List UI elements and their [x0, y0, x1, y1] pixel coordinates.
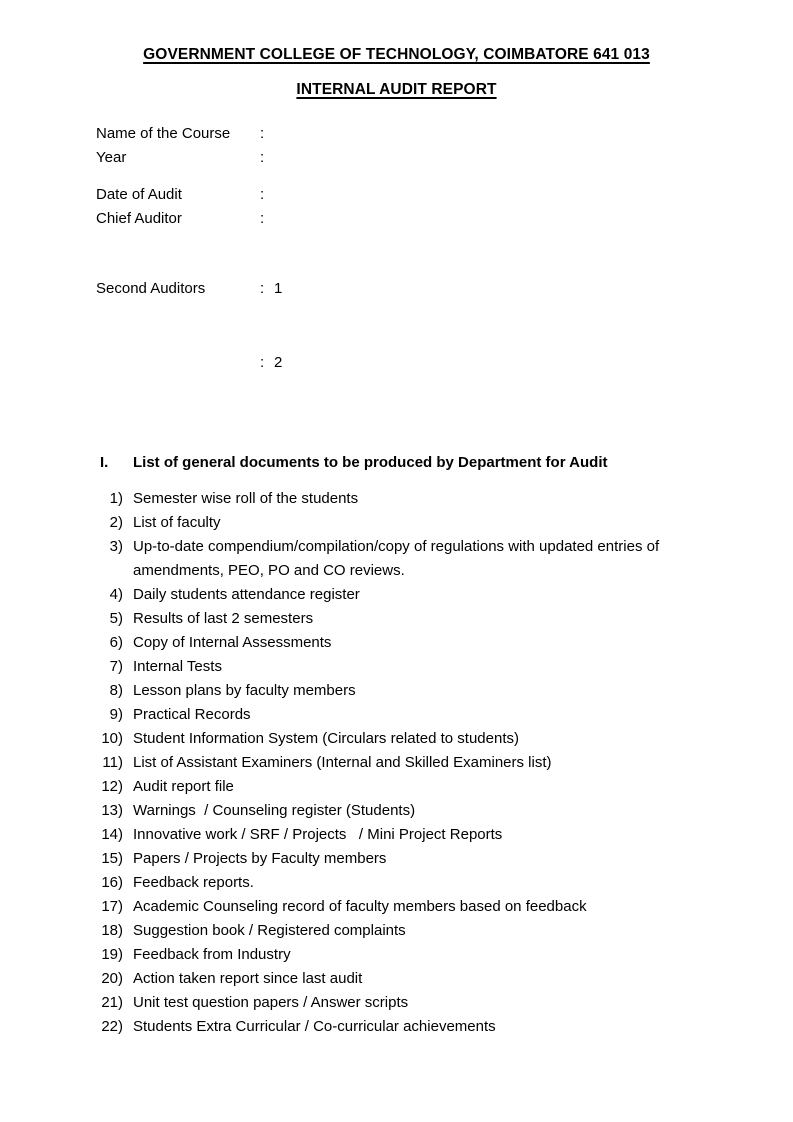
- list-item-text: Practical Records: [133, 706, 251, 723]
- field-row-chief-auditor: [96, 207, 696, 231]
- list-item-text: List of faculty: [133, 514, 221, 531]
- field-label-date-of-audit: Date of Audit: [96, 186, 182, 203]
- list-item: [100, 967, 720, 991]
- list-item-number: 7): [109, 658, 123, 675]
- list-item-text: Academic Counseling record of faculty members based on feedback: [133, 898, 587, 915]
- list-item-number: 5): [109, 610, 123, 627]
- list-item: [100, 871, 720, 895]
- list-item-number: 14): [101, 826, 123, 843]
- field-label-chief-auditor: Chief Auditor: [96, 210, 182, 227]
- list-item: [100, 607, 720, 631]
- document-subtitle-text: INTERNAL AUDIT REPORT: [296, 81, 497, 98]
- list-item-text: Daily students attendance register: [133, 586, 360, 603]
- list-item-text: Feedback reports.: [133, 874, 254, 891]
- field-row-date-of-audit: [96, 183, 696, 207]
- list-item-text: Papers / Projects by Faculty members: [133, 850, 387, 867]
- list-item-number: 1): [109, 490, 123, 507]
- list-item-text: Feedback from Industry: [133, 946, 291, 963]
- list-item-number: 10): [101, 730, 123, 747]
- list-item-text: Innovative work / SRF / Projects / Mini Project Reports: [133, 826, 503, 843]
- list-item: [100, 991, 720, 1015]
- second-auditors-spacer: [96, 301, 696, 351]
- list-item: [100, 631, 720, 655]
- list-item-number: 22): [101, 1018, 123, 1035]
- list-item-number: 8): [109, 682, 123, 699]
- form-spacer: [96, 170, 696, 183]
- field-colon-course: :: [260, 125, 265, 142]
- list-item-text: Copy of Internal Assessments: [133, 634, 332, 651]
- second-auditor-row-1: [96, 277, 696, 301]
- list-item: [100, 679, 720, 703]
- list-item: [100, 655, 720, 679]
- list-item-number: 11): [102, 754, 123, 771]
- list-item-text: Internal Tests: [133, 658, 222, 675]
- document-subtitle: [0, 81, 793, 99]
- field-row-year: [96, 146, 696, 170]
- list-item-text: Lesson plans by faculty members: [133, 682, 356, 699]
- list-item-number: 20): [101, 970, 123, 987]
- list-item: [100, 1015, 720, 1039]
- list-item-number: 3): [109, 538, 123, 555]
- list-item-text: Suggestion book / Registered complaints: [133, 922, 406, 939]
- list-item-text: Unit test question papers / Answer scripts: [133, 994, 409, 1011]
- second-auditor-number-2: 2: [274, 354, 283, 371]
- field-row-course: [96, 122, 696, 146]
- list-item: [100, 703, 720, 727]
- second-auditor-colon-2: :: [260, 354, 265, 371]
- list-item: [100, 943, 720, 967]
- field-colon-date-of-audit: :: [260, 186, 265, 203]
- list-item-text: Warnings / Counseling register (Students): [133, 802, 416, 819]
- second-auditor-row-2: [96, 351, 696, 375]
- second-auditors-label: Second Auditors: [96, 280, 206, 297]
- list-item: [100, 823, 720, 847]
- list-item-text: Students Extra Curricular / Co-curricular achievements: [133, 1018, 496, 1035]
- list-item-number: 17): [101, 898, 123, 915]
- list-item-number: 6): [109, 634, 123, 651]
- second-auditor-colon-1: :: [260, 280, 265, 297]
- list-item: [100, 847, 720, 871]
- list-item-number: 21): [101, 994, 123, 1011]
- list-item: [100, 583, 720, 607]
- section-numeral: I.: [100, 454, 109, 471]
- section-heading: [100, 453, 740, 473]
- list-item-number: 13): [101, 802, 123, 819]
- list-item: [100, 919, 720, 943]
- list-item-number: 2): [109, 514, 123, 531]
- field-colon-chief-auditor: :: [260, 210, 265, 227]
- list-item-text: Action taken report since last audit: [133, 970, 363, 987]
- field-label-course: Name of the Course: [96, 125, 231, 142]
- list-item-number: 16): [101, 874, 123, 891]
- form-fields: [96, 122, 696, 231]
- list-item-text: List of Assistant Examiners (Internal and Skilled Examiners list): [133, 754, 552, 771]
- list-item: [100, 487, 720, 511]
- list-item: [100, 727, 720, 751]
- list-item-text: Up-to-date compendium/compilation/copy of regulations with updated entries of amendments, PEO, PO and CO reviews.: [133, 538, 664, 579]
- second-auditor-number-1: 1: [274, 280, 283, 297]
- list-item: [100, 751, 720, 775]
- list-item: [100, 895, 720, 919]
- list-item-number: 12): [101, 778, 123, 795]
- list-item-number: 15): [101, 850, 123, 867]
- document-title: [0, 46, 793, 64]
- document-title-text: GOVERNMENT COLLEGE OF TECHNOLOGY, COIMBATORE 641 013: [143, 46, 650, 63]
- field-label-year: Year: [96, 149, 127, 166]
- list-item-text: Results of last 2 semesters: [133, 610, 314, 627]
- list-item: [100, 511, 720, 535]
- list-item-text: Semester wise roll of the students: [133, 490, 359, 507]
- field-colon-year: :: [260, 149, 265, 166]
- list-item-number: 18): [101, 922, 123, 939]
- list-item: [100, 535, 720, 583]
- list-item-number: 9): [109, 706, 123, 723]
- list-item-number: 4): [109, 586, 123, 603]
- second-auditors-block: [96, 277, 696, 375]
- list-item-text: Student Information System (Circulars related to students): [133, 730, 520, 747]
- document-list: [100, 487, 720, 1039]
- list-item-text: Audit report file: [133, 778, 234, 795]
- list-item-number: 19): [101, 946, 123, 963]
- section-heading-text: List of general documents to be produced by Department for Audit: [133, 454, 608, 471]
- list-item: [100, 799, 720, 823]
- list-item: [100, 775, 720, 799]
